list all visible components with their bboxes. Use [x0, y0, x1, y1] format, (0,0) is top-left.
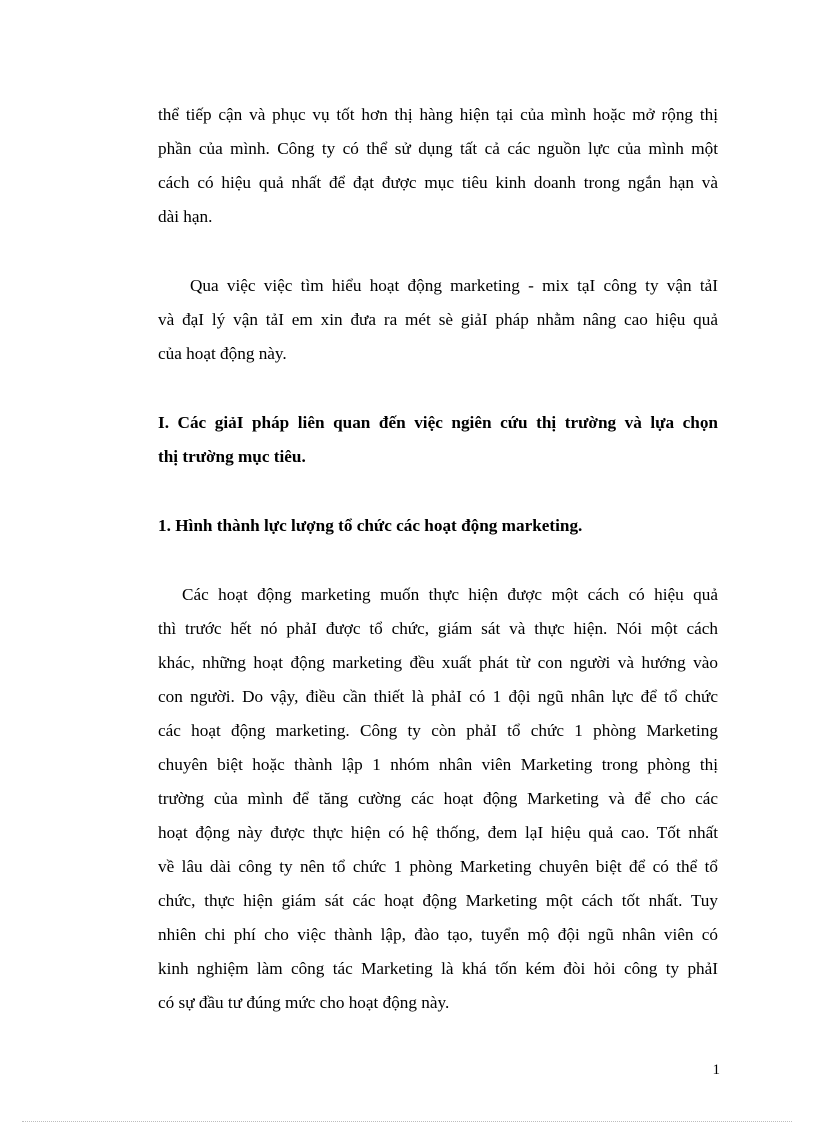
- paragraph-3-line: Các hoạt động marketing muốn thực hiện được một cách có hiệu quả: [182, 585, 718, 604]
- paragraph-3-line: các hoạt động marketing. Công ty còn phảI tổ chức 1 phòng Marketing: [158, 721, 718, 740]
- page-number: 1: [712, 1062, 720, 1078]
- paragraph-2-line: Qua việc việc tìm hiểu hoạt động marketing - mix tạI công ty vận tảI: [190, 276, 718, 295]
- paragraph-1-line: thể tiếp cận và phục vụ tốt hơn thị hàng hiện tại của mình hoặc mở rộng thị: [158, 105, 718, 124]
- paragraph-3-line: có sự đầu tư đúng mức cho hoạt động này.: [158, 993, 450, 1012]
- paragraph-1-line: dài hạn.: [158, 207, 213, 226]
- paragraph-3-line: thì trước hết nó phảI được tổ chức, giám sát và thực hiện. Nói một cách: [158, 619, 718, 638]
- paragraph-3-line: về lâu dài công ty nên tổ chức 1 phòng Marketing chuyên biệt để có thể tổ: [158, 857, 718, 876]
- paragraph-3-line: nhiên chi phí cho việc thành lập, đào tạo, tuyển mộ đội ngũ nhân viên có: [158, 925, 718, 944]
- paragraph-3-line: hoạt động này được thực hiện có hệ thống, đem lạI hiệu quả cao. Tốt nhất: [158, 823, 718, 842]
- paragraph-2-line: và đạI lý vận tảI em xin đưa ra mét sè giảI pháp nhằm nâng cao hiệu quả: [158, 310, 718, 329]
- paragraph-3-line: trường của mình để tăng cường các hoạt động Marketing và để cho các: [158, 789, 718, 808]
- paragraph-3-line: con người. Do vậy, điều cần thiết là phảI có 1 đội ngũ nhân lực để tổ chức: [158, 687, 718, 706]
- paragraph-3-line: khác, những hoạt động marketing đều xuất phát từ con người và hướng vào: [158, 653, 718, 672]
- page-bottom-divider: [22, 1121, 792, 1122]
- section-heading-line: I. Các giảI pháp liên quan đến việc ngiên cứu thị trường và lựa chọn: [158, 413, 718, 432]
- section-heading-line: thị trường mục tiêu.: [158, 447, 306, 466]
- paragraph-1-line: cách có hiệu quả nhất để đạt được mục tiêu kinh doanh trong ngắn hạn và: [158, 173, 718, 192]
- paragraph-3-line: chức, thực hiện giám sát các hoạt động Marketing một cách tốt nhất. Tuy: [158, 891, 718, 910]
- subsection-heading: 1. Hình thành lực lượng tổ chức các hoạt động marketing.: [158, 516, 583, 535]
- paragraph-3-line: chuyên biệt hoặc thành lập 1 nhóm nhân viên Marketing trong phòng thị: [158, 755, 718, 774]
- paragraph-3-line: kinh nghiệm làm công tác Marketing là khá tốn kém đòi hỏi công ty phảI: [158, 959, 718, 978]
- paragraph-1-line: phần của mình. Công ty có thể sử dụng tất cả các nguồn lực của mình một: [158, 139, 718, 158]
- paragraph-2-line: của hoạt động này.: [158, 344, 287, 363]
